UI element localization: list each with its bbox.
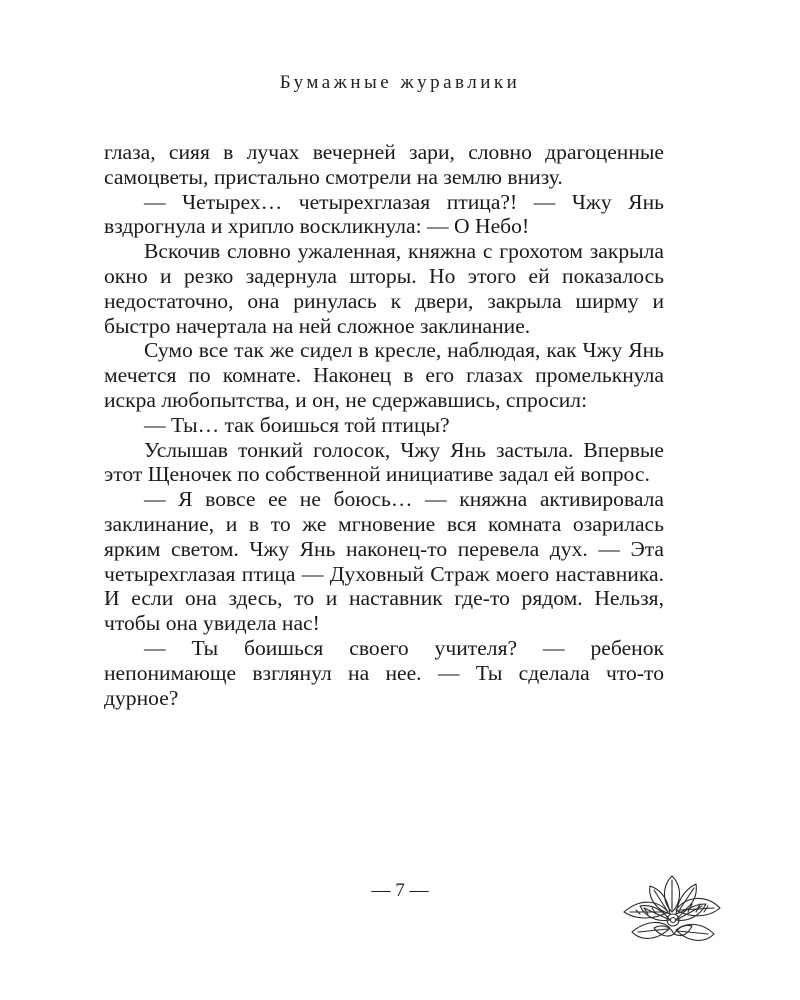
paragraph: Вскочив словно ужаленная, княжна с грохотом закрыла окно и резко задернула шторы. Но этого ей показалось недостаточно, она ринулась к двери, закрыла ширму и быстро начертала на ней сложное заклинание. [104, 239, 664, 338]
running-head: Бумажные журавлики [279, 72, 521, 93]
page-number: — 7 — [371, 880, 429, 901]
paragraph: — Четырех… четырехглазая птица?! — Чжу Янь вздрогнула и хрипло воскликнула: — О Небо! [104, 189, 664, 239]
lotus-flower-icon [618, 868, 726, 952]
paragraph: — Я вовсе ее не боюсь… — княжна активировала заклинание, и в то же мгновение вся комната озарилась ярким светом. Чжу Янь наконец-то перевела дух. — Эта четырехглазая птица — Духовный Страж моего наставника. И если она здесь, то и наставник где-то рядом. Нельзя, чтобы она увидела нас! [104, 487, 664, 636]
paragraph: глаза, сияя в лучах вечерней зари, словно драгоценные самоцветы, пристально смотрели на землю внизу. [104, 140, 664, 189]
body-text [104, 140, 664, 710]
paragraph: — Ты… так боишься той птицы? [144, 412, 450, 437]
paragraph: Услышав тонкий голосок, Чжу Янь застыла. Впервые этот Щеночек по собственной инициативе задал ей вопрос. [104, 437, 664, 487]
paragraph: Сумо все так же сидел в кресле, наблюдая, как Чжу Янь мечется по комнате. Наконец в его глазах промелькнула искра любопытства, и он, не сдержавшись, спросил: [104, 338, 664, 412]
paragraph: — Ты боишься своего учителя? — ребенок непонимающе взглянул на нее. — Ты сделала что-то дурное? [104, 635, 664, 710]
